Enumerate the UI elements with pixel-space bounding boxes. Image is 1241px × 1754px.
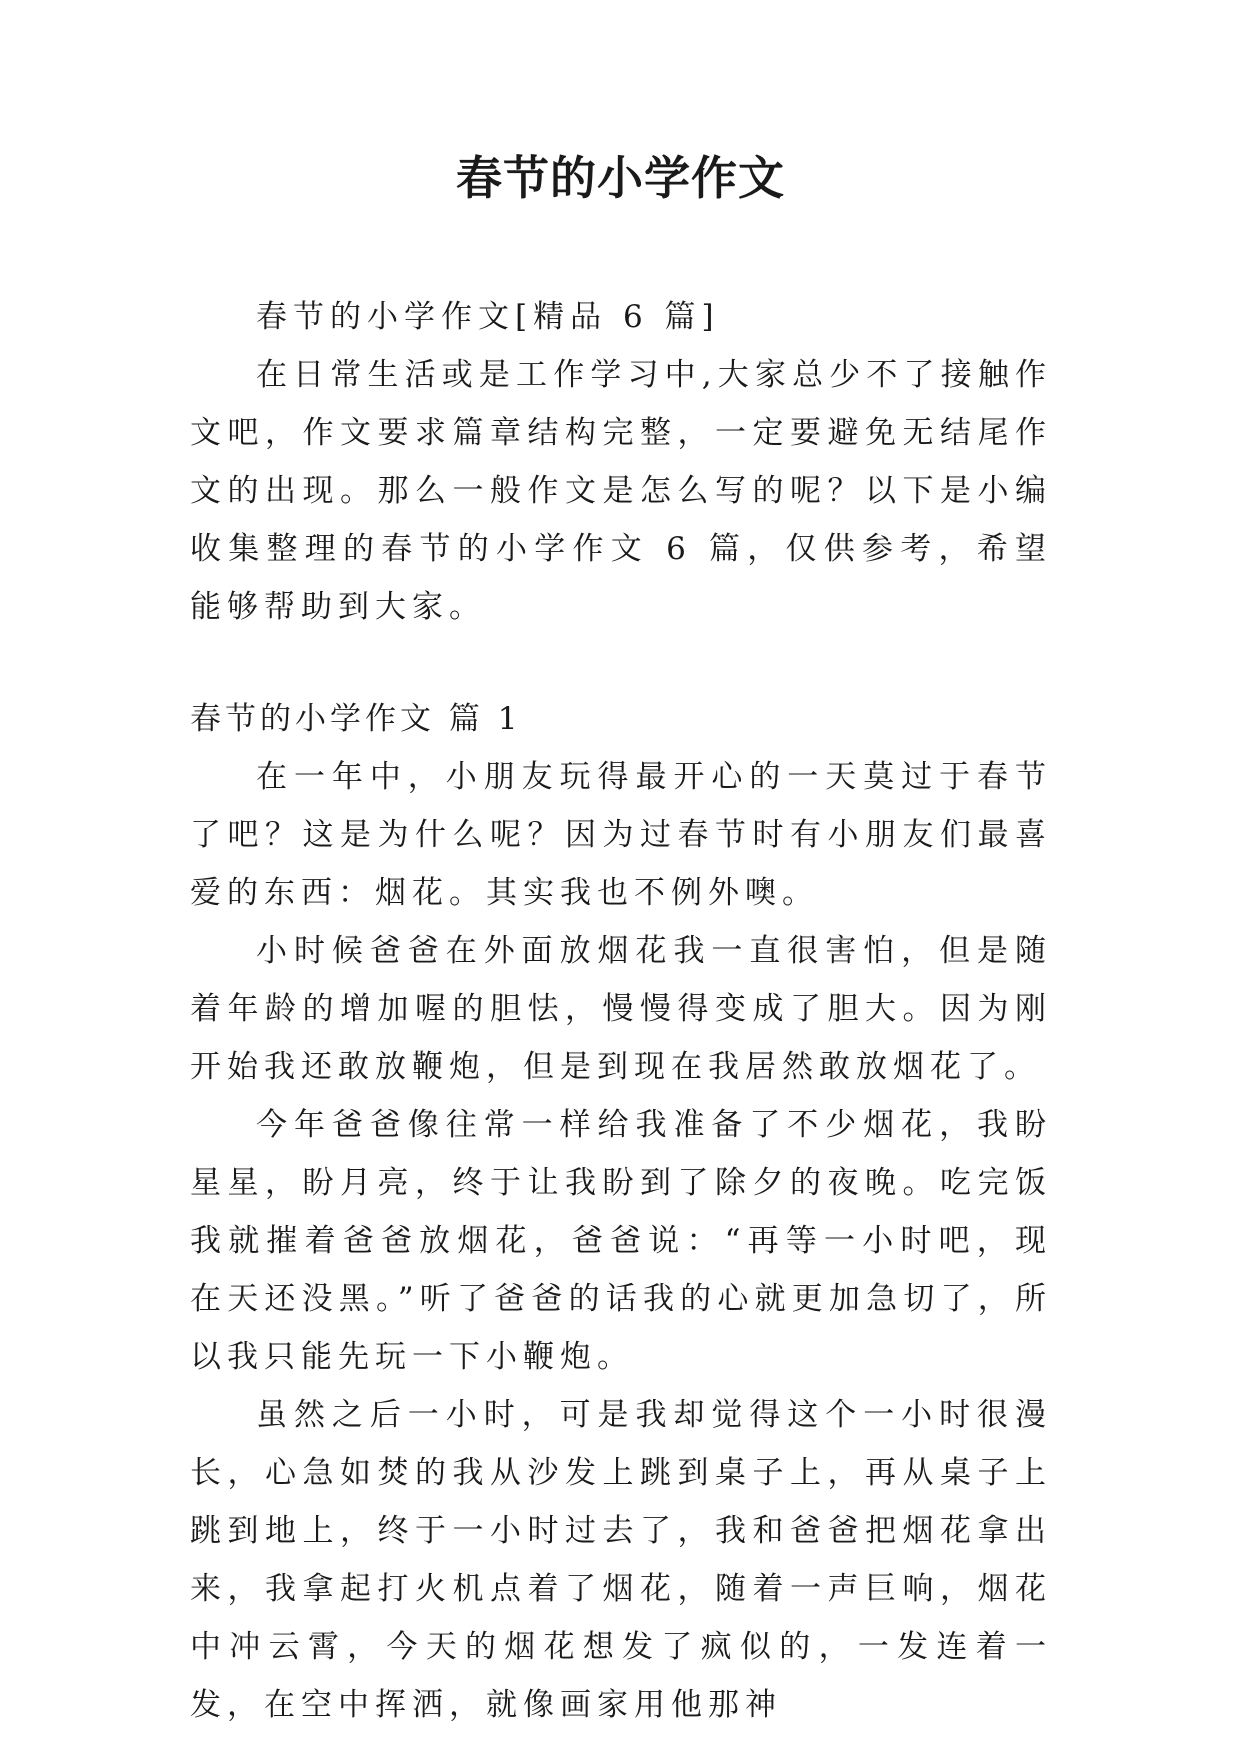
section-heading: 春节的小学作文 篇 1: [190, 701, 522, 737]
document-body: [190, 288, 1052, 1734]
body-paragraph: 在一年中，小朋友玩得最开心的一天莫过于春节了吧？这是为什么呢？因为过春节时有小朋友们最喜爱的东西：烟花。其实我也不例外噢。: [190, 759, 1052, 911]
body-paragraph: 小时候爸爸在外面放烟花我一直很害怕，但是随着年龄的增加喔的胆怯，慢慢得变成了胆大。因为刚开始我还敢放鞭炮，但是到现在我居然敢放烟花了。: [190, 933, 1052, 1085]
document-title: 春节的小学作文: [456, 151, 785, 205]
intro-paragraph: 在日常生活或是工作学习中,大家总少不了接触作文吧，作文要求篇章结构完整，一定要避免无结尾作文的出现。那么一般作文是怎么写的呢？以下是小编收集整理的春节的小学作文 6 篇，仅供参考，希望能够帮助到大家。: [190, 357, 1052, 625]
body-paragraph: 今年爸爸像往常一样给我准备了不少烟花，我盼星星，盼月亮，终于让我盼到了除夕的夜晚。吃完饭我就摧着爸爸放烟花，爸爸说：“再等一小时吧，现在天还没黑。”听了爸爸的话我的心就更加急切了，所以我只能先玩一下小鞭炮。: [190, 1107, 1052, 1375]
body-paragraph: 虽然之后一小时，可是我却觉得这个一小时很漫长，心急如焚的我从沙发上跳到桌子上，再从桌子上跳到地上，终于一小时过去了，我和爸爸把烟花拿出来，我拿起打火机点着了烟花，随着一声巨响，烟花中冲云霄，今天的烟花想发了疯似的，一发连着一发，在空中挥洒，就像画家用他那神: [190, 1397, 1052, 1723]
document-subtitle: 春节的小学作文[精品 6 篇]: [256, 299, 720, 335]
